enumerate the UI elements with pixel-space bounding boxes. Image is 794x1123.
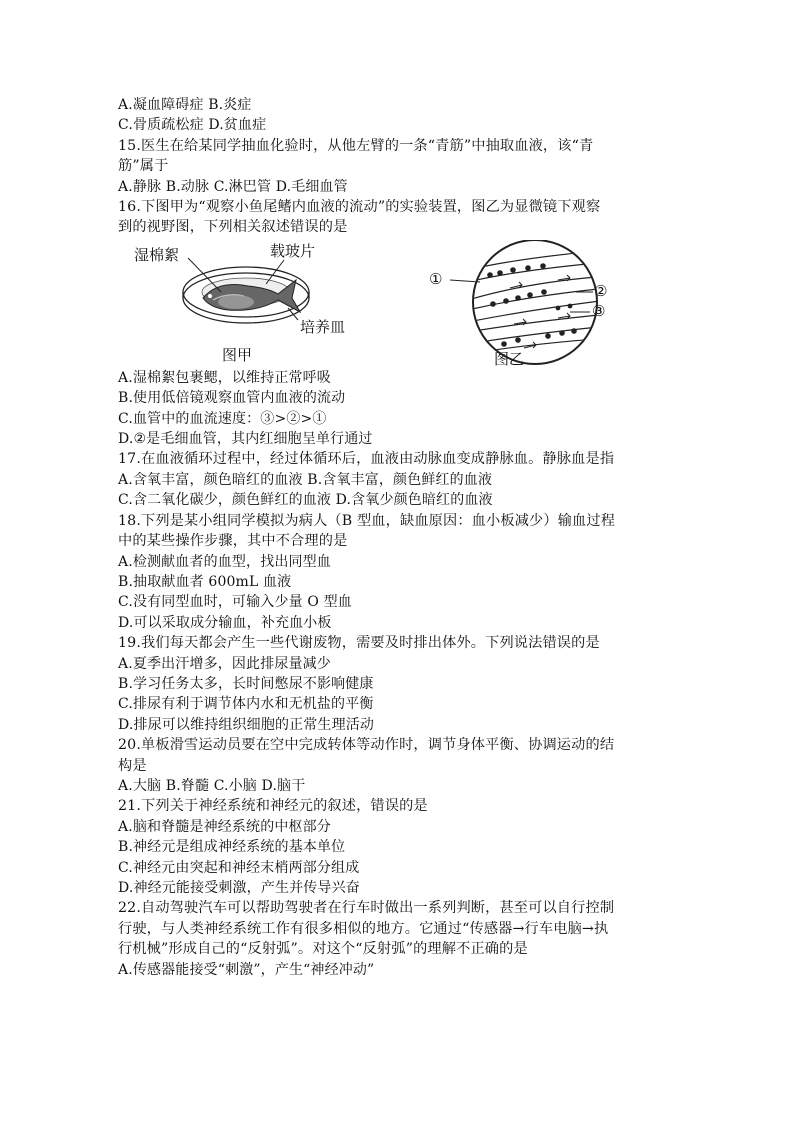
- marker-1: ①: [429, 269, 443, 288]
- q21-stem: 21.下列关于神经系统和神经元的叙述，错误的是: [118, 798, 428, 815]
- petri-dish-figure: [183, 258, 309, 323]
- label-petri-dish: 培养皿: [300, 317, 346, 336]
- q17-option-ab: A.含氧丰富，颜色暗红的血液 B.含氧丰富，颜色鲜红的血液: [118, 471, 493, 488]
- q19-option-b: B.学习任务太多，长时间憋尿不影响健康: [118, 675, 374, 692]
- q20-options: A.大脑 B.脊髓 C.小脑 D.脑干: [118, 777, 306, 794]
- q16-option-d: D.②是毛细血管，其内红细胞呈单行通过: [118, 431, 373, 448]
- q18-option-a: A.检测献血者的血型，找出同型血: [118, 553, 331, 570]
- microscope-field-figure: [450, 240, 608, 364]
- q17-option-cd: C.含二氧化碳少，颜色鲜红的血液 D.含氧少颜色暗红的血液: [118, 492, 493, 509]
- q16-stem-line2: 到的视野图，下列相关叙述错误的是: [118, 219, 348, 236]
- q22-stem-line2: 行驶，与人类神经系统工作有很多相似的地方。它通过“传感器→行车电脑→执: [118, 920, 609, 937]
- q20-stem-line2: 构是: [118, 757, 147, 774]
- marker-2: ②: [594, 281, 608, 300]
- q16-option-a: A.湿棉絮包裹鳃，以维持正常呼吸: [118, 369, 331, 386]
- q16-stem-line1: 16.下图甲为“观察小鱼尾鳍内血液的流动”的实验装置，图乙为显微镜下观察: [118, 199, 601, 216]
- q22-option-a: A.传感器能接受“刺激”，产生“神经冲动”: [118, 961, 375, 978]
- q18-option-c: C.没有同型血时，可输入少量 O 型血: [118, 594, 352, 611]
- caption-figure-a: 图甲: [222, 345, 253, 364]
- q15-stem-line1: 15.医生在给某同学抽血化验时，从他左臂的一条“青筋”中抽取血液，该“青: [118, 137, 594, 154]
- exam-page: [118, 95, 678, 980]
- q15-options: A.静脉 B.动脉 C.淋巴管 D.毛细血管: [118, 178, 348, 195]
- q18-stem-line1: 18.下列是某小组同学模拟为病人（B 型血，缺血原因：血小板减少）输血过程: [118, 512, 616, 529]
- q17-stem: 17.在血液循环过程中，经过体循环后，血液由动脉血变成静脉血。静脉血是指: [118, 451, 615, 468]
- q16-option-b: B.使用低倍镜观察血管内血液的流动: [118, 390, 346, 407]
- q19-option-a: A.夏季出汗增多，因此排尿量减少: [118, 655, 331, 672]
- q20-stem-line1: 20.单板滑雪运动员要在空中完成转体等动作时，调节身体平衡、协调运动的结: [118, 737, 615, 754]
- q21-option-d: D.神经元能接受刺激，产生并传导兴奋: [118, 880, 360, 896]
- q19-option-d: D.排尿可以维持组织细胞的正常生理活动: [118, 716, 375, 733]
- q19-stem: 19.我们每天都会产生一些代谢废物，需要及时排出体外。下列说法错误的是: [118, 635, 600, 652]
- q18-option-d: D.可以采取成分输血，补充血小板: [118, 614, 332, 631]
- q18-option-b: B.抽取献血者 600mL 血液: [118, 573, 292, 590]
- q21-option-b: B.神经元是组成神经系统的基本单位: [118, 839, 346, 856]
- q21-option-c: C.神经元由突起和神经末梢两部分组成: [118, 859, 360, 876]
- q22-stem-line1: 22.自动驾驶汽车可以帮助驾驶者在行车时做出一系列判断，甚至可以自行控制: [118, 900, 615, 917]
- label-glass-slide: 载玻片: [270, 241, 316, 260]
- q19-option-c: C.排尿有利于调节体内水和无机盐的平衡: [118, 696, 374, 713]
- q16-figure: [118, 240, 678, 368]
- q14-option-ab: A.凝血障碍症 B.炎症: [118, 97, 252, 113]
- q18-stem-line2: 中的某些操作步骤，其中不合理的是: [118, 533, 348, 550]
- q21-option-a: A.脑和脊髓是神经系统的中枢部分: [118, 818, 331, 835]
- q15-stem-line2: 筋”属于: [118, 158, 169, 175]
- q22-stem-line3: 行机械”形成自己的“反射弧”。对这个“反射弧”的理解不正确的是: [118, 941, 528, 958]
- q16-option-c: C.血管中的血流速度：③>②>①: [118, 410, 327, 427]
- q14-option-cd: C.骨质疏松症 D.贫血症: [118, 117, 267, 134]
- caption-figure-b: 图乙: [494, 349, 525, 368]
- label-wet-cotton: 湿棉絮: [134, 245, 180, 264]
- marker-3: ③: [592, 301, 606, 320]
